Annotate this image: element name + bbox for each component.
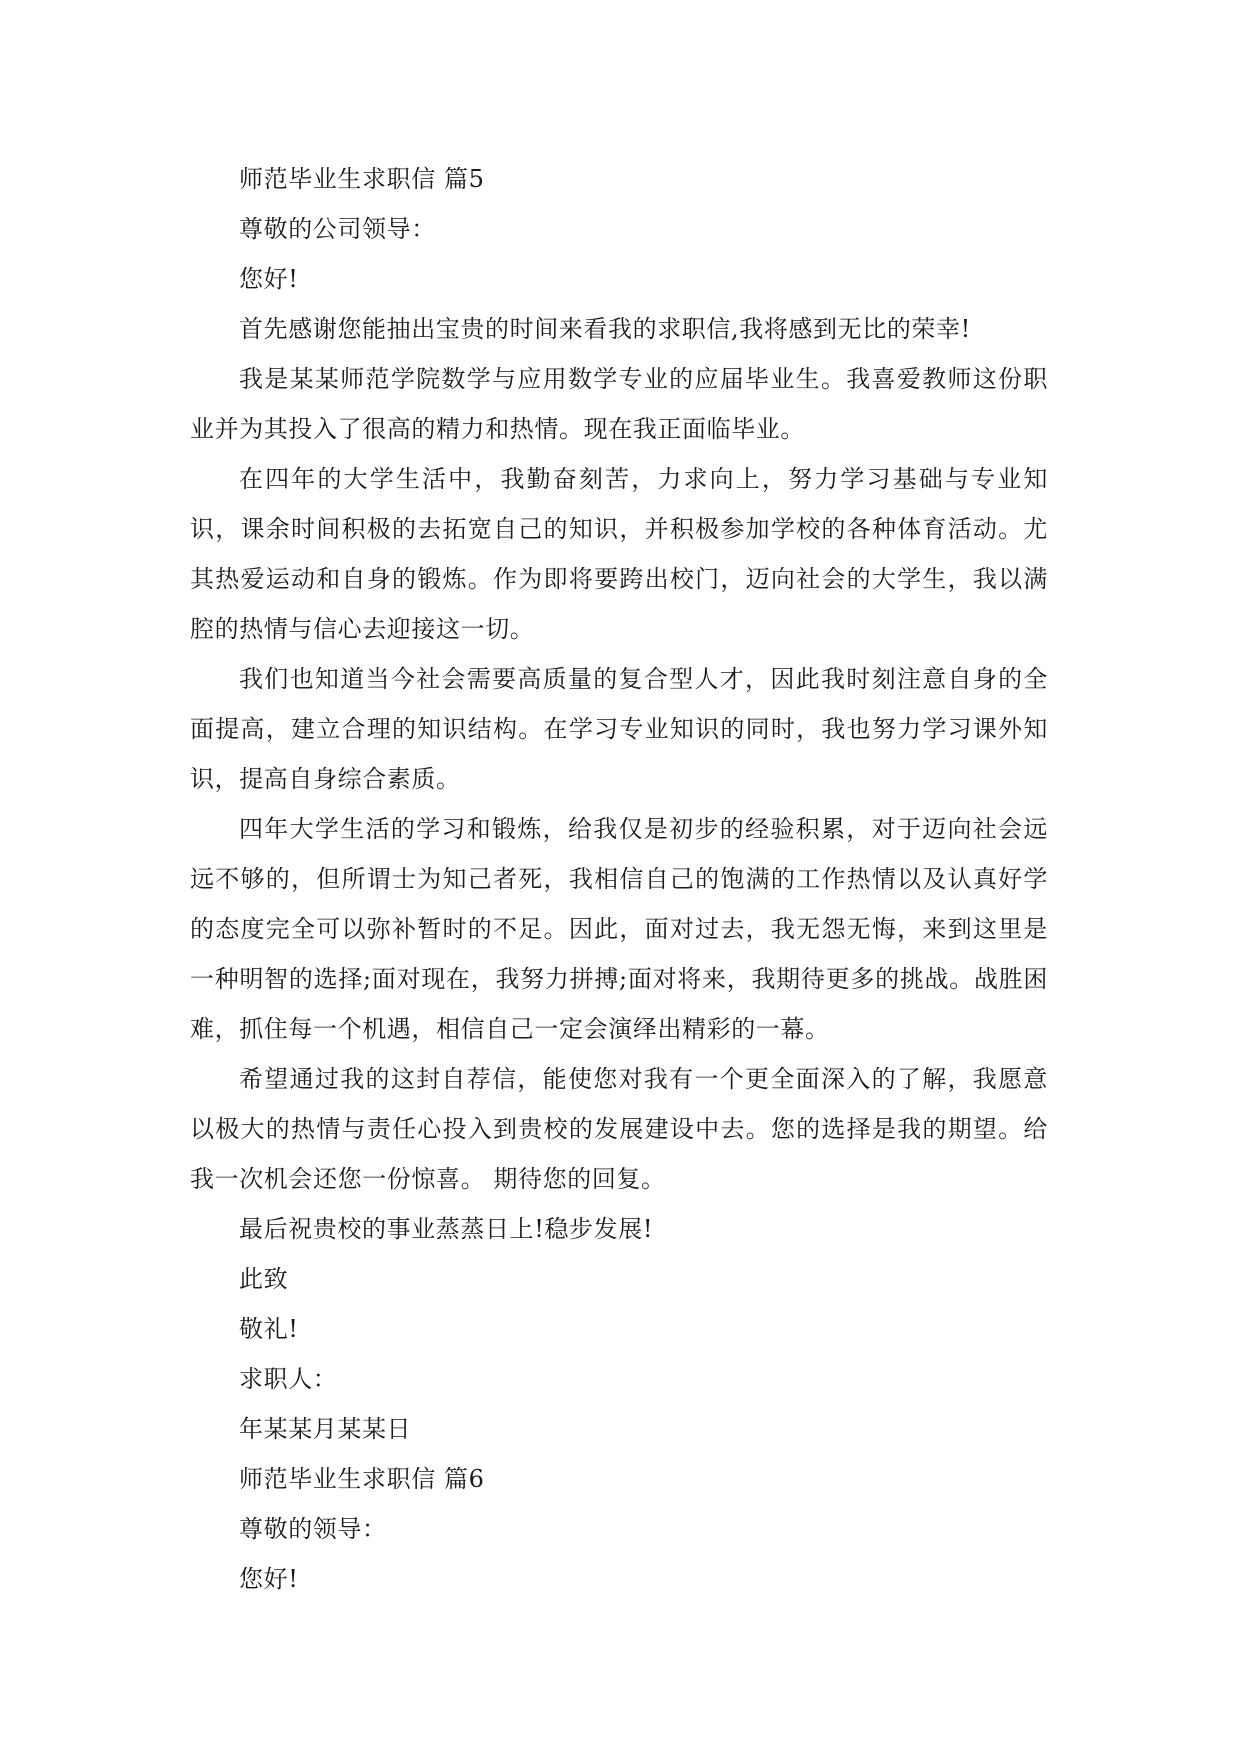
skills-paragraph: 我们也知道当今社会需要高质量的复合型人才，因此我时刻注意自身的全面提高，建立合理的知识结构。在学习专业知识的同时，我也努力学习课外知识，提高自身综合素质。 (190, 665, 1048, 793)
university-life-paragraph: 在四年的大学生活中，我勤奋刻苦，力求向上，努力学习基础与专业知识，课余时间积极的去拓宽自己的知识，并积极参加学校的各种体育活动。尤其热爱运动和自身的锻炼。作为即将要跨出校门，迈向社会的大学生，我以满腔的热情与信心去迎接这一切。 (190, 465, 1048, 643)
regards-line: 此致 (239, 1265, 289, 1293)
salutation-2: 尊敬的领导： (239, 1515, 387, 1543)
date-line: 年某某月某某日 (239, 1415, 412, 1443)
greeting-2: 您好! (239, 1565, 299, 1593)
intro-paragraph: 我是某某师范学院数学与应用数学专业的应届毕业生。我喜爱教师这份职业并为其投入了很高的精力和热情。现在我正面临毕业。 (190, 365, 1048, 443)
salutation: 尊敬的公司领导： (239, 215, 436, 243)
applicant-label: 求职人： (239, 1365, 338, 1393)
experience-paragraph: 四年大学生活的学习和锻炼，给我仅是初步的经验积累，对于迈向社会远远不够的，但所谓士为知己者死，我相信自己的饱满的工作热情以及认真好学的态度完全可以弥补暂时的不足。因此，面对过去，我无怨无悔，来到这里是一种明智的选择;面对现在，我努力拼搏;面对将来，我期待更多的挑战。战胜困难，抓住每一个机遇，相信自己一定会演绎出精彩的一幕。 (190, 815, 1048, 1043)
section-heading-5: 师范毕业生求职信 篇5 (239, 165, 485, 193)
section-heading-6: 师范毕业生求职信 篇6 (239, 1465, 485, 1493)
wishes-line: 最后祝贵校的事业蒸蒸日上!稳步发展! (239, 1215, 654, 1243)
salute-line: 敬礼! (239, 1315, 299, 1343)
opening-paragraph: 首先感谢您能抽出宝贵的时间来看我的求职信,我将感到无比的荣幸! (239, 315, 971, 343)
greeting: 您好! (239, 265, 299, 293)
document-body (190, 154, 1048, 1604)
closing-hope-paragraph: 希望通过我的这封自荐信，能使您对我有一个更全面深入的了解，我愿意以极大的热情与责任心投入到贵校的发展建设中去。您的选择是我的期望。给我一次机会还您一份惊喜。 期待您的回复。 (190, 1065, 1048, 1193)
